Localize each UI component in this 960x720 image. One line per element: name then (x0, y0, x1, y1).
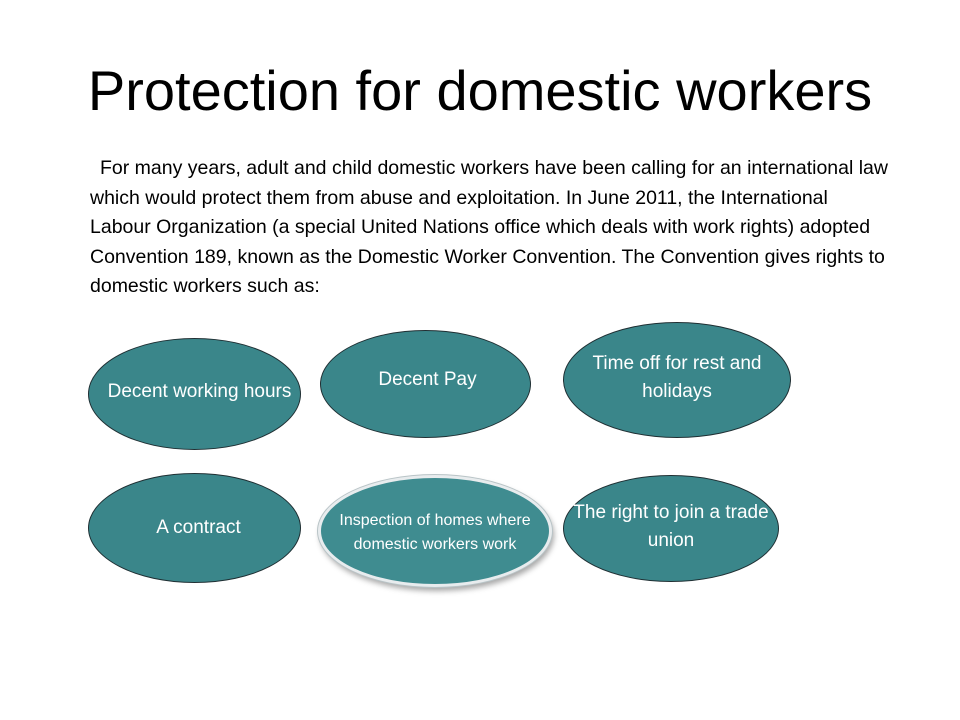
right-oval-inspection (318, 475, 552, 587)
right-oval-decent-pay (320, 330, 531, 438)
right-oval-working-hours (88, 338, 301, 450)
right-oval-trade-union (563, 475, 779, 582)
right-oval-time-off (563, 322, 791, 438)
right-label-inspection: Inspection of homes where domestic workers work (339, 512, 531, 553)
right-oval-contract (88, 473, 301, 583)
right-label-time-off: Time off for rest and holidays (592, 353, 762, 402)
right-label-trade-union: The right to join a trade union (573, 501, 769, 551)
slide-title: Protection for domestic workers (87, 59, 873, 122)
right-label-decent-pay: Decent Pay (378, 369, 477, 390)
body-paragraph: For many years, adult and child domestic workers have been calling for an international law which would protect them from abuse and exploitation. In June 2011, the International Labour Organization (a special United Nations office which deals with work rights) adopted Convention 189, known as the Domestic Worker Convention. The Convention gives rights to domestic workers such as: (90, 157, 888, 297)
right-label-contract: A contract (156, 517, 241, 538)
right-label-working-hours: Decent working hours (107, 381, 292, 402)
